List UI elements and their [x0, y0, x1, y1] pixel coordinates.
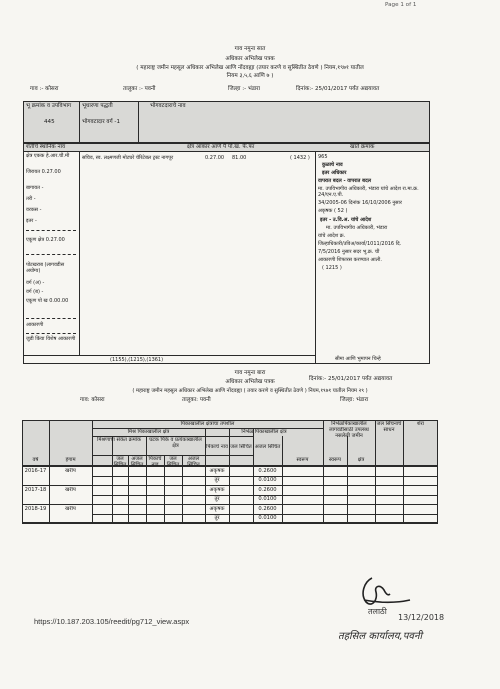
form12-village: गाव: कोसरा	[80, 397, 105, 403]
row-season: खरीप	[65, 467, 76, 474]
row-divider	[22, 523, 438, 524]
nature-header: स्वरूप	[296, 457, 309, 463]
row-crop: अकृषक	[209, 467, 225, 474]
divider	[138, 101, 139, 143]
divider	[347, 436, 348, 523]
left-item: आकारणी	[26, 322, 44, 328]
irrigation-header: जल सिंचनाचे साधन	[376, 421, 402, 434]
area-header-2: क्षेत्र	[357, 457, 365, 463]
mutation-line: इतर - उ.वि.अ. यांचे आदेश	[320, 217, 372, 223]
signature-title: तलाठी	[368, 607, 387, 616]
year-header: वर्ष	[32, 457, 39, 463]
footer-numbers: (1155),(1215),(1361)	[110, 357, 164, 363]
form12-taluka: तालुका: पवनी	[182, 397, 211, 403]
crop-name-header: पिकाचे नाव	[206, 444, 228, 450]
left-item: जिरायत 0.27.00	[26, 169, 61, 175]
form12-district: जिल्हा: भंडारा	[340, 397, 369, 403]
mix-code-header: मिश्रणाचा संकेत क्रमांक	[96, 437, 141, 443]
tenure-value: भोगवटादार वर्ग -1	[82, 119, 121, 125]
season-header: हंगाम	[65, 457, 76, 463]
form7-taluka: तालुका :- पवनी	[123, 86, 156, 92]
divider	[79, 101, 80, 143]
footer-boundary: सीमा आणि भुमापन चिन्हे	[335, 356, 381, 362]
nature-header-2: स्वरूप	[329, 457, 341, 463]
row-season: खरीप	[65, 486, 76, 493]
owner-name: सचिव, स्व. लक्ष्मणजी मोटघरे चॅरिटेबल ट्रस्ट नागपूर	[82, 155, 174, 161]
source-url: https://10.187.203.105/reedit/pg712_view.aspx	[34, 617, 190, 626]
area-header: शेतीचे स्थानिक नाव	[26, 144, 66, 150]
row-unirrigated-area: 0.0100	[258, 496, 277, 502]
page-number: Page 1 of 1	[385, 2, 417, 8]
divider	[315, 152, 316, 364]
row-crop: अकृषक	[209, 486, 225, 493]
form7-rule-line: नियम ३,५,६ आणि ७ )	[226, 73, 274, 79]
form12-title: गाव नमुना बारा	[234, 370, 266, 376]
row-unirrigated-area: 0.2600	[258, 505, 277, 512]
row-crop: तूर	[214, 477, 220, 483]
row-year: 2018-19	[24, 505, 47, 512]
unirr-header: अजल सिंचित	[130, 456, 144, 469]
divider	[403, 420, 404, 523]
uncult-header: लागवडीसाठी उपलब्ध नसलेली जमीन	[329, 427, 369, 440]
divider	[26, 254, 76, 255]
left-item: जुडी किंवा विशेष आकारणी	[26, 336, 76, 342]
left-item: एकूण पो ख 0.00.00	[26, 298, 69, 304]
owner-account: ( 1432 )	[290, 155, 310, 161]
divider	[112, 436, 113, 523]
row-year: 2016-17	[24, 467, 47, 474]
unirr-header: अजल सिंचित	[254, 444, 281, 450]
row-crop: तूर	[214, 496, 220, 502]
unirr-header: अजल सिंचित	[187, 456, 200, 469]
mixed-header: मिश्र पिकाखालील क्षेत्र	[127, 429, 170, 435]
row-crop: तूर	[214, 515, 220, 521]
mutation-line: मा. उपविभागीय अधिकारी, भंडारा यांचे आदेश रा.मा.क्र. 24/एन.ए.पी.	[318, 186, 419, 199]
divider	[79, 152, 80, 355]
divider	[375, 420, 376, 523]
mutation-line: मा. उपविभागीय अधिकारी, भंडारा	[326, 225, 388, 231]
mutation-line: अकृषक ( 52 )	[318, 208, 348, 214]
owner-area: 0.27.00	[205, 155, 225, 161]
divider	[26, 333, 76, 334]
stamp-office: तहसिल कार्यालय,पवनी	[338, 631, 423, 642]
mutation-line: इतर अधिकार	[322, 170, 347, 176]
mutation-line: जिल्हाधिकारी/उविअ/कार्या/1011/2016 दि.	[318, 241, 402, 247]
mutation-line: आकारणी शिफारस करण्यात आली.	[318, 257, 382, 263]
mutation-number: 965	[318, 154, 328, 160]
form7-act-line: ( महाराष्ट्र जमीन महसूल अधिकार अभिलेख आणि नोंदवह्या (तयार करणे व सुस्थितीत ठेवणे ) नियम,१९७१ यातील	[136, 65, 364, 71]
left-item: इतर -	[26, 218, 37, 224]
form7-title: गाव नमुना सात	[234, 46, 266, 52]
crop-area-header: पिकाखालील क्षेत्राचा तपशील	[180, 421, 235, 427]
form12-subtitle: अधिकार अभिलेख पत्रक	[225, 379, 275, 385]
left-item: एकूण क्षेत्र 0.27.00	[26, 237, 65, 243]
divider	[92, 420, 93, 523]
survey-value: 445	[44, 119, 55, 125]
row-year: 2017-18	[24, 486, 47, 493]
stamp-date: 13/12/2018	[398, 613, 445, 622]
row-unirrigated-area: 0.2600	[258, 467, 277, 474]
divider	[282, 436, 283, 523]
area-col-header: क्षेत्र आकार आणे पै पो.ख. फे.फा	[187, 144, 255, 150]
row-unirrigated-area: 0.0100	[258, 515, 277, 521]
pure-header: निर्भेळ पिकाखालील क्षेत्र	[241, 429, 287, 435]
form7-village: गाव :- कोसरा	[30, 86, 59, 92]
remark-header: शेरा	[417, 421, 424, 427]
mix-comp-header: घटक पिके व प्रत्येकाखालील क्षेत्र	[149, 437, 202, 450]
left-item: वर्ग (अ) -	[26, 280, 45, 286]
form7-subtitle: अधिकार अभिलेख पत्रक	[225, 56, 275, 62]
left-item: तरी -	[26, 196, 36, 202]
mutation-header: खाते क्रमांक	[350, 144, 375, 150]
row-unirrigated-area: 0.0100	[258, 477, 277, 483]
divider	[23, 355, 315, 356]
mutation-line: ( 1215 )	[322, 265, 342, 271]
row-season: खरीप	[65, 505, 76, 512]
left-item: वर्ग (ब) -	[26, 289, 44, 295]
uncult-top-header: निर्भेळपिकाखालील	[331, 421, 367, 427]
left-item: पोटखराब (लागवडीस अयोग्य)	[26, 262, 65, 275]
mutation-line: 34/2005-06 दिनांक 16/10/2006 नुसार	[318, 200, 402, 206]
row-crop: अकृषक	[209, 505, 225, 512]
occupant-header: भोगवटदाराचे नाव	[150, 103, 186, 109]
irr-header: जल सिंचित	[230, 444, 252, 450]
crop-name-header: पिकाचे नाव	[148, 456, 162, 469]
mutation-line: वापरात बदल - वापरात बदल	[318, 178, 372, 184]
form12-date: दिनांक:- 25/01/2017 पर्यंत अद्ययावत	[309, 376, 393, 382]
form7-district: जिल्हा :- भंडारा	[228, 86, 260, 92]
row-unirrigated-area: 0.2600	[258, 486, 277, 493]
mutation-line: यांचे आदेश क्र.	[318, 233, 346, 239]
tenure-header: भूधारणा पद्धती	[82, 103, 113, 109]
irr-header: जल सिंचित	[166, 456, 180, 469]
irr-header: जल सिंचित	[113, 456, 127, 469]
divider	[26, 230, 76, 231]
mutation-line: 7/5/2016 नुसार सदर भू.क्र. ची	[318, 249, 380, 255]
survey-header: भू क्रमांक व उपविभाग	[26, 103, 72, 109]
left-item: वरकस -	[26, 207, 42, 213]
form12-act-line: ( महाराष्ट्र जमीन महसूल अधिकार अभिलेख आणि नोंदवह्या ( तयार करणे व सुस्थितीत ठेवणे ) नियम,१९७१ यातील नियम २९ )	[132, 388, 368, 394]
left-item: क्षेत्र एकक हे.आर.चौ.मी	[26, 153, 70, 159]
form7-date: दिनांक:- 25/01/2017 पर्यंत अद्ययावत	[296, 86, 380, 92]
left-item: बागायत -	[26, 185, 44, 191]
mutation-line: कुळाचे नाव	[322, 162, 343, 168]
divider	[26, 318, 76, 319]
owner-assessment: 81.00	[232, 155, 247, 161]
